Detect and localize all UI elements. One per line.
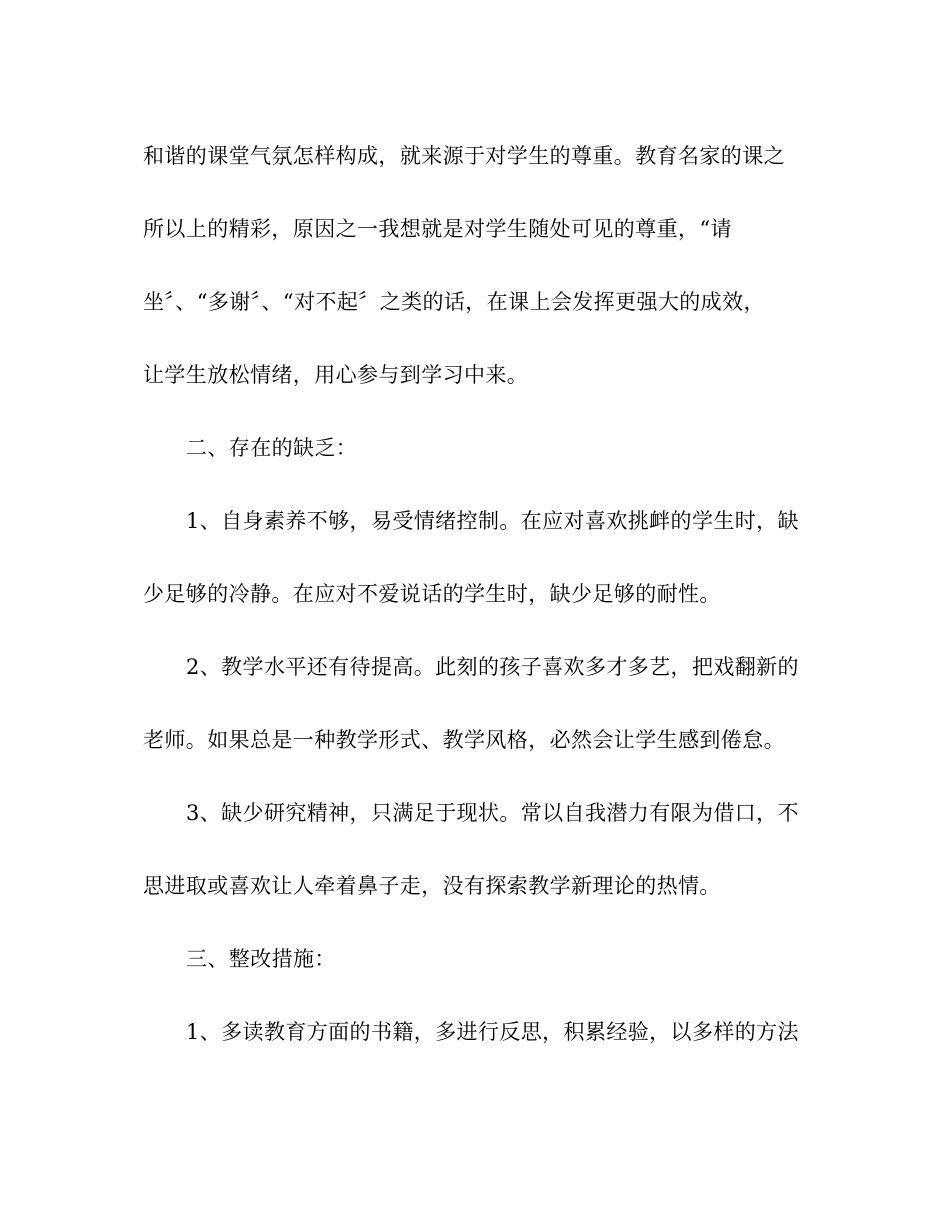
paragraph-line: 1、自身素养不够，易受情绪控制。在应对喜欢挑衅的学生时，缺 (186, 509, 799, 533)
paragraph-line: 1、多读教育方面的书籍，多进行反思，积累经验，以多样的方法 (186, 1020, 799, 1044)
paragraph-line: 老师。如果总是一种教学形式、教学风格，必然会让学生感到倦怠。 (143, 728, 785, 752)
paragraph-line: 少足够的冷静。在应对不爱说话的学生时，缺少足够的耐性。 (143, 582, 721, 606)
section-heading: 三、整改措施： (186, 947, 336, 971)
paragraph-line: 思进取或喜欢让人牵着鼻子走，没有探索教学新理论的热情。 (143, 874, 721, 898)
section-heading: 二、存在的缺乏： (186, 436, 358, 460)
paragraph-line: 3、缺少研究精神，只满足于现状。常以自我潜力有限为借口，不 (186, 801, 799, 825)
paragraph-line: 所以上的精彩，原因之一我想就是对学生随处可见的尊重，“请 (143, 217, 732, 241)
paragraph-line: 坐〞、“多谢〞、“对不起〞之类的话，在课上会发挥更强大的成效， (143, 290, 765, 314)
paragraph-line: 和谐的课堂气氛怎样构成，就来源于对学生的尊重。教育名家的课之 (143, 144, 785, 168)
paragraph-line: 2、教学水平还有待提高。此刻的孩子喜欢多才多艺，把戏翻新的 (186, 655, 799, 679)
paragraph-line: 让学生放松情绪，用心参与到学习中来。 (143, 363, 529, 387)
